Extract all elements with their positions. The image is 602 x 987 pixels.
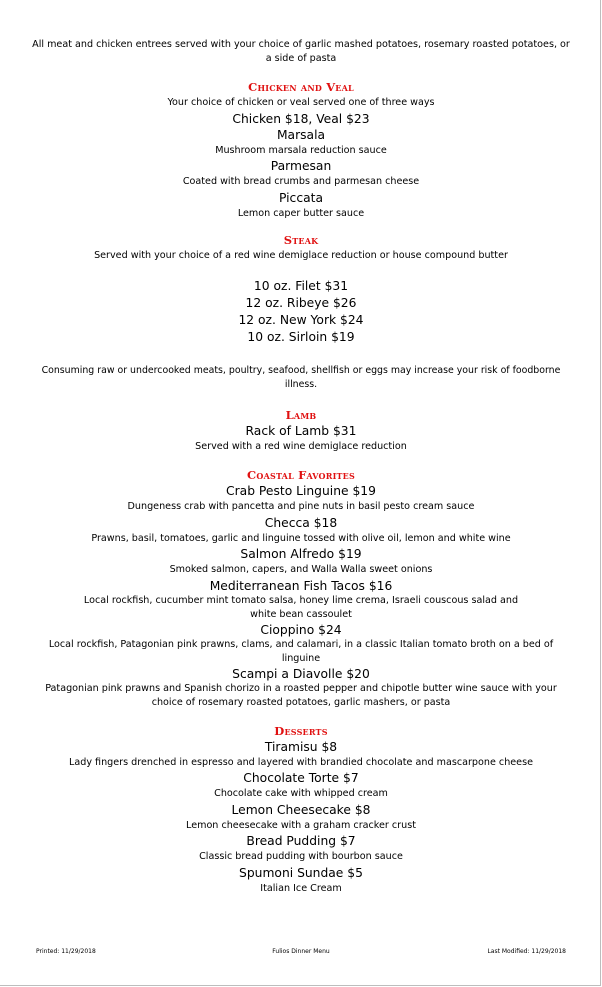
menu-item-desc: Served with a red wine demiglace reduction [195,440,407,452]
page-footer [36,946,566,958]
menu-item-name: Tiramisu $8 [264,739,338,754]
printed-date: Printed: 11/29/2018 [36,948,96,955]
menu-item: 10 oz. Sirloin $19 [247,329,355,344]
menu-item-name: Spumoni Sundae $5 [239,865,363,880]
menu-item-desc: Dungeness crab with pancetta and pine nuts in basil pesto cream sauce [127,501,475,512]
menu-item: 10 oz. Filet $31 [253,278,349,293]
menu-item-desc: Prawns, basil, tomatoes, garlic and linguine tossed with olive oil, lemon and white wine [91,532,511,544]
menu-item-desc: Mushroom marsala reduction sauce [215,144,387,156]
menu-item-name: Bread Pudding $7 [246,834,356,848]
section-heading: Coastal Favorites [247,468,355,482]
menu-item-desc: Local rockfish, cucumber mint tomato salsa, honey lime crema, Israeli couscous salad and white bean cassoulet [83,594,519,620]
section-heading: Desserts [274,723,328,738]
menu-item-desc: Local rockfish, Patagonian pink prawns, clams, and calamari, in a classic Italian tomato broth on a bed of linguine [48,638,554,664]
menu-item-name: Mediterranean Fish Tacos $16 [209,578,393,593]
menu-item-name: Lemon Cheesecake $8 [231,802,371,817]
section-heading: Steak [283,233,319,247]
menu-item-name: Cioppino $24 [260,622,342,637]
menu-item-desc: Patagonian pink prawns and Spanish chorizo in a roasted pepper and chipotle butter wine sauce with your choice of rosemary roasted potatoes, garlic mashers, or pasta [45,682,557,708]
menu-item-desc: Classic bread pudding with bourbon sauce [199,851,403,862]
menu-item-name: Scampi a Diavolle $20 [232,666,370,681]
menu-item-desc: Smoked salmon, capers, and Walla Walla sweet onions [169,564,433,575]
menu-item-desc: Lemon cheesecake with a graham cracker crust [186,819,416,831]
section-lamb [30,408,572,455]
footer-title: Fulios Dinner Menu [272,948,330,955]
menu-item-name: Marsala [276,127,326,142]
menu-item: 12 oz. Ribeye $26 [245,295,357,310]
menu-item-desc: Coated with bread crumbs and parmesan cheese [182,176,420,187]
section-chicken-veal [30,80,572,221]
section-heading: Chicken and Veal [248,80,354,94]
menu-item-desc: Italian Ice Cream [260,882,342,894]
section-heading: Lamb [285,407,317,422]
menu-item: 12 oz. New York $24 [238,312,364,327]
menu-content [30,38,572,896]
menu-item-desc: Chocolate cake with whipped cream [214,788,388,799]
menu-item-name: Crab Pesto Linguine $19 [226,484,376,498]
foodborne-advisory: Consuming raw or undercooked meats, poultry, seafood, shellfish or eggs may increase your risk of foodborne illness. [41,364,561,390]
section-coastal-favorites [30,468,572,710]
section-desserts [30,724,572,897]
menu-item-name: Piccata [279,190,323,205]
intro-text: All meat and chicken entrees served with your choice of garlic mashed potatoes, rosemary roasted potatoes, or a side of pasta [32,39,570,64]
menu-item-desc: Lady fingers drenched in espresso and layered with brandied chocolate and mascarpone cheese [69,756,533,768]
menu-item-name: Chocolate Torte $7 [243,771,359,785]
menu-item-name: Salmon Alfredo $19 [240,547,362,561]
section-steak [30,233,572,346]
menu-item-name: Checca $18 [264,515,338,530]
menu-item-price: Chicken $18, Veal $23 [232,111,370,126]
section-subtitle: Served with your choice of a red wine demiglace reduction or house compound butter [94,250,508,261]
last-modified-date: Last Modified: 11/29/2018 [487,948,566,955]
menu-item-desc: Lemon caper butter sauce [237,207,365,219]
menu-item-name: Parmesan [270,159,332,173]
section-subtitle: Your choice of chicken or veal served one of three ways [167,97,435,108]
menu-item-name: Rack of Lamb $31 [245,423,357,438]
